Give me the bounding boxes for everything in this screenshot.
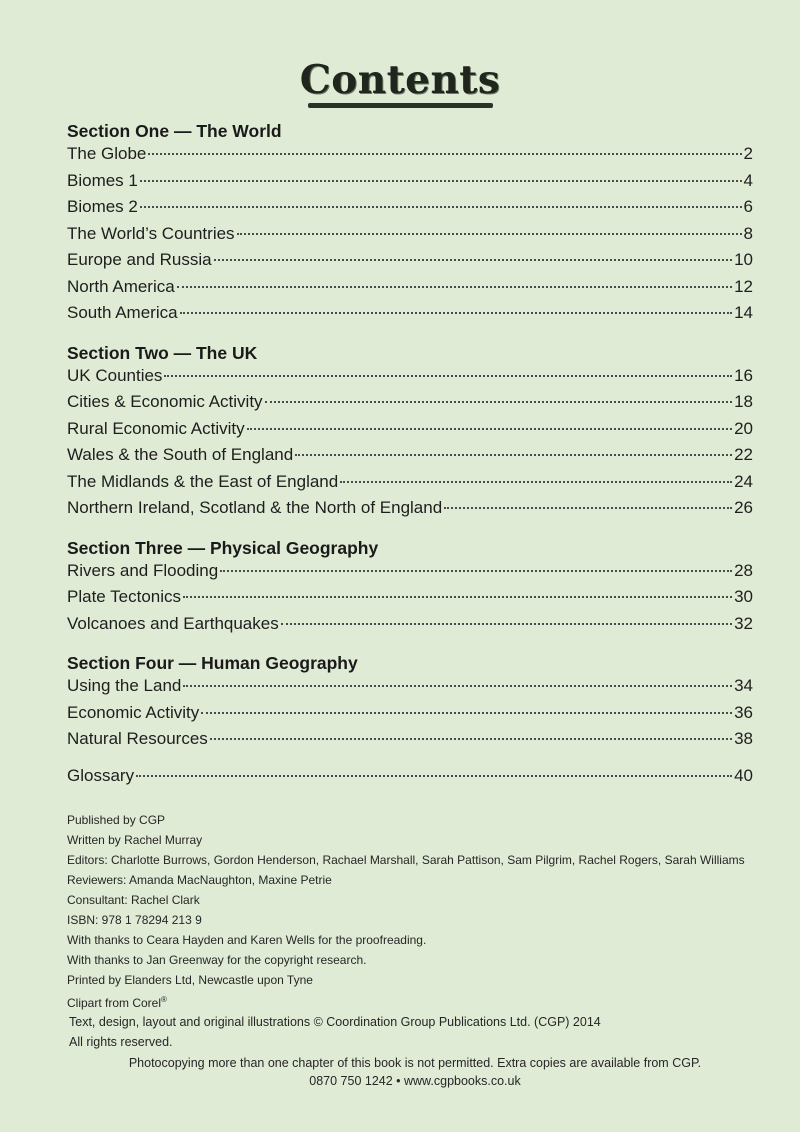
toc-entry-page: 12 — [734, 276, 753, 296]
toc-entry[interactable] — [67, 419, 753, 446]
section-heading: Section Two — The UK — [67, 342, 258, 363]
proofreading-line: With thanks to Ceara Hayden and Karen Wells for the proofreading. — [67, 933, 427, 947]
toc-entry[interactable] — [67, 366, 753, 393]
printer-line: Printed by Elanders Ltd, Newcastle upon Tyne — [67, 973, 313, 987]
dot-leader — [183, 685, 732, 687]
toc-entry-label: Biomes 1 — [67, 170, 138, 190]
toc-entry-label: The Globe — [67, 144, 147, 163]
toc-entry-page: 30 — [734, 587, 753, 606]
toc-section — [67, 340, 753, 525]
toc-entry[interactable] — [67, 587, 753, 614]
copyright-block — [69, 1012, 769, 1052]
toc-section — [67, 535, 753, 641]
reviewers-line: Reviewers: Amanda MacNaughton, Maxine Petrie — [67, 873, 332, 887]
clipart-text: Clipart from Corel — [67, 996, 162, 1010]
author-line: Written by Rachel Murray — [67, 833, 203, 847]
toc-entry-label: UK Counties — [67, 365, 163, 385]
dot-leader — [136, 775, 732, 777]
toc-entry[interactable] — [67, 445, 753, 472]
toc-entry[interactable] — [67, 703, 753, 730]
toc-entry-page: 26 — [734, 498, 753, 517]
toc-entry-label: The Midlands & the East of England — [67, 471, 339, 491]
toc-section — [67, 650, 753, 756]
toc-entry[interactable] — [67, 277, 753, 304]
toc-entry-page: 24 — [734, 471, 753, 491]
dot-leader — [220, 570, 732, 572]
toc-entry-label: Plate Tectonics — [67, 587, 182, 606]
toc-entry[interactable] — [67, 472, 753, 499]
dot-leader — [444, 507, 732, 509]
toc-entry-glossary[interactable] — [67, 766, 753, 793]
dot-leader — [183, 596, 732, 598]
contact-line: 0870 750 1242 • www.cgpbooks.co.uk — [309, 1074, 521, 1088]
toc-entry-page: 20 — [734, 418, 753, 438]
toc-entry[interactable] — [67, 171, 753, 198]
toc-entry[interactable] — [67, 498, 753, 525]
toc-entry-page: 16 — [734, 365, 753, 385]
toc-entry-label: Europe and Russia — [67, 250, 212, 269]
toc-entry-page: 28 — [734, 560, 753, 580]
toc-section — [67, 118, 753, 330]
dot-leader — [210, 738, 732, 740]
toc-entry-page: 40 — [734, 765, 753, 785]
toc-entry-label: Rivers and Flooding — [67, 560, 219, 580]
section-heading: Section Four — Human Geography — [67, 653, 358, 673]
toc-entry-label: Using the Land — [67, 676, 182, 695]
dot-leader — [140, 180, 742, 182]
toc-entry-page: 14 — [734, 303, 753, 322]
toc-entry-page: 2 — [743, 144, 753, 163]
dot-leader — [164, 375, 732, 377]
toc-entry-page: 6 — [743, 197, 753, 216]
toc-entry-label: Rural Economic Activity — [67, 418, 245, 438]
toc-entry-page: 8 — [743, 223, 753, 243]
toc-entry-page: 32 — [734, 613, 753, 633]
title-underline — [308, 103, 493, 108]
dot-leader — [140, 206, 742, 208]
toc-entry-label: Economic Activity — [67, 702, 200, 722]
dot-leader — [340, 481, 732, 483]
dot-leader — [148, 153, 741, 155]
toc-entry-label: Natural Resources — [67, 729, 208, 748]
publisher-line: Published by CGP — [67, 813, 166, 827]
toc-entry[interactable] — [67, 392, 753, 419]
toc-entry[interactable] — [67, 676, 753, 703]
toc-entry-page: 10 — [734, 250, 753, 269]
copyright-line: Text, design, layout and original illustrations © Coordination Group Publications Ltd. (CGP) 2014 — [69, 1015, 601, 1029]
dot-leader — [177, 286, 732, 288]
footer — [0, 1054, 800, 1090]
toc-entry[interactable] — [67, 561, 753, 588]
toc-entry-label: Biomes 2 — [67, 197, 138, 216]
section-heading: Section Three — Physical Geography — [67, 537, 379, 558]
dot-leader — [214, 259, 732, 261]
toc-entry-label: Northern Ireland, Scotland & the North of England — [67, 498, 443, 517]
toc-entry-label: The World’s Countries — [67, 223, 235, 243]
toc-entry-page: 36 — [734, 702, 753, 722]
isbn-line: ISBN: 978 1 78294 213 9 — [67, 913, 202, 927]
toc-entry-label: Glossary — [67, 765, 135, 785]
rights-line: All rights reserved. — [69, 1035, 173, 1049]
toc-entry[interactable] — [67, 197, 753, 224]
toc-entry-page: 38 — [734, 729, 753, 748]
dot-leader — [247, 428, 732, 430]
toc-entry-label: South America — [67, 303, 178, 322]
dot-leader — [295, 454, 732, 456]
toc-entry-page: 22 — [734, 445, 753, 464]
publication-credits — [67, 810, 767, 1013]
clipart-line — [67, 990, 767, 1013]
photocopy-notice: Photocopying more than one chapter of this book is not permitted. Extra copies are available from CGP. — [128, 1056, 702, 1070]
dot-leader — [265, 401, 733, 403]
dot-leader — [281, 623, 732, 625]
toc-entry[interactable] — [67, 303, 753, 330]
toc-entry[interactable] — [67, 250, 753, 277]
toc-entry[interactable] — [67, 614, 753, 641]
toc-entry-page: 4 — [743, 170, 753, 190]
section-heading: Section One — The World — [67, 121, 282, 141]
toc-entry-page: 34 — [734, 676, 753, 695]
toc-entry[interactable] — [67, 144, 753, 171]
toc-entry-label: Cities & Economic Activity — [67, 392, 263, 411]
toc-entry-label: Volcanoes and Earthquakes — [67, 613, 279, 633]
toc-entry-label: Wales & the South of England — [67, 445, 294, 464]
toc-entry-page: 18 — [734, 392, 753, 411]
toc-entry[interactable] — [67, 224, 753, 251]
consultant-line: Consultant: Rachel Clark — [67, 893, 200, 907]
dot-leader — [201, 712, 732, 714]
table-of-contents — [67, 118, 753, 792]
dot-leader — [237, 233, 742, 235]
toc-entry-label: North America — [67, 276, 175, 296]
toc-entry[interactable] — [67, 729, 753, 756]
copyright-research-line: With thanks to Jan Greenway for the copyright research. — [67, 953, 367, 967]
contents-header — [0, 58, 800, 108]
page-title: Contents — [299, 57, 501, 103]
sections-container — [67, 118, 753, 756]
editors-line: Editors: Charlotte Burrows, Gordon Henderson, Rachael Marshall, Sarah Pattison, Sam Pilgrim, Rachel Rogers, Sarah Williams — [67, 853, 745, 867]
dot-leader — [180, 312, 733, 314]
registered-mark: ® — [161, 995, 167, 1004]
